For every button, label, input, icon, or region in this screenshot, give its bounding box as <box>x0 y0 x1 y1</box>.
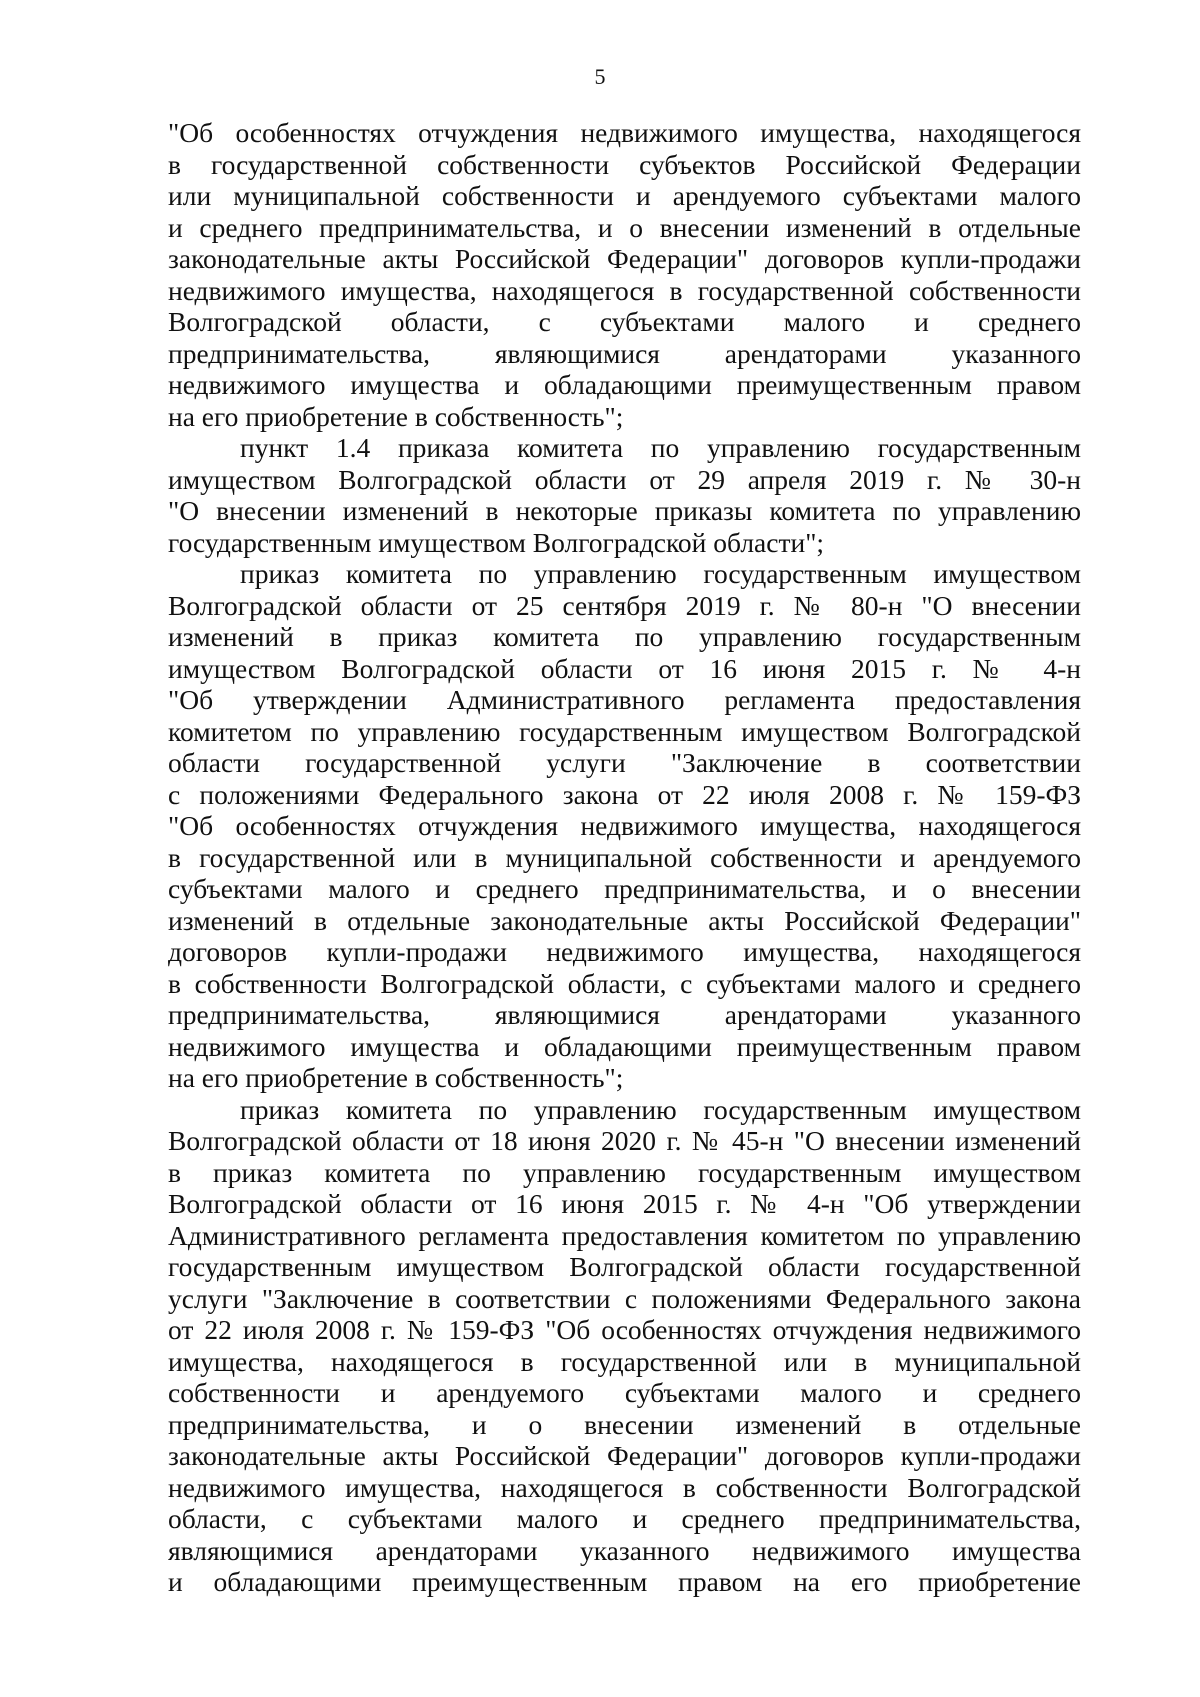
text-line: Волгоградской области от 16 июня 2015 г. № 4-н "Об утверждении <box>168 1188 1081 1219</box>
text-line: области государственной услуги "Заключение в соответствии <box>168 747 1081 778</box>
page-number: 5 <box>594 64 606 89</box>
text-line: услуги "Заключение в соответствии с положениями Федерального закона <box>168 1282 1081 1314</box>
text-line: являющимися арендаторами указанного недвижимого имущества <box>168 1534 1081 1566</box>
text-line: законодательные акты Российской Федерации" договоров купли-продажи <box>168 1440 1081 1471</box>
text-line: Административного регламента предоставления комитетом по управлению <box>168 1219 1081 1251</box>
text-line: договоров купли-продажи недвижимого имущества, находящегося <box>168 936 1081 967</box>
text-line: государственным имуществом Волгоградской области государственной <box>168 1251 1081 1282</box>
text-line: Волгоградской области от 25 сентября 2019 г. № 80-н "О внесении <box>168 589 1081 621</box>
text-line: в приказ комитета по управлению государственным имуществом <box>168 1156 1081 1188</box>
text-line: и среднего предпринимательства, и о внесении изменений в отдельные <box>168 211 1081 243</box>
paragraph-first-line: приказ комитета по управлению государственным имуществом <box>240 558 1081 589</box>
text-line: недвижимого имущества и обладающими преимущественным правом <box>168 1030 1081 1062</box>
text-line: изменений в приказ комитета по управлению государственным <box>168 621 1081 652</box>
document-body <box>168 117 1081 1598</box>
text-line: "О внесении изменений в некоторые приказы комитета по управлению <box>168 495 1081 526</box>
text-line: недвижимого имущества, находящегося в государственной собственности <box>168 274 1081 306</box>
text-line: области, с субъектами малого и среднего предпринимательства, <box>168 1503 1081 1534</box>
paragraph-first-line: приказ комитета по управлению государственным имуществом <box>240 1093 1081 1125</box>
text-line: в государственной или в муниципальной собственности и арендуемого <box>168 841 1081 873</box>
text-line: Волгоградской области от 18 июня 2020 г. № 45-н "О внесении изменений <box>168 1125 1081 1156</box>
text-line: комитетом по управлению государственным имуществом Волгоградской <box>168 715 1081 747</box>
text-line: имущества, находящегося в государственной или в муниципальной <box>168 1345 1081 1377</box>
text-line: субъектами малого и среднего предпринимательства, и о внесении <box>168 873 1081 904</box>
text-line: на его приобретение в собственность"; <box>168 1062 624 1093</box>
text-line: в собственности Волгоградской области, с субъектами малого и среднего <box>168 967 1081 999</box>
text-line: недвижимого имущества, находящегося в собственности Волгоградской <box>168 1471 1081 1503</box>
paragraph-first-line: пункт 1.4 приказа комитета по управлению государственным <box>240 432 1081 463</box>
text-line: предпринимательства, являющимися арендаторами указанного <box>168 337 1081 369</box>
text-line: "Об утверждении Административного регламента предоставления <box>168 684 1081 715</box>
text-line: имуществом Волгоградской области от 29 апреля 2019 г. № 30-н <box>168 463 1081 495</box>
text-line: от 22 июля 2008 г. № 159-ФЗ "Об особенностях отчуждения недвижимого <box>168 1314 1081 1345</box>
text-line: "Об особенностях отчуждения недвижимого имущества, находящегося <box>168 117 1081 148</box>
text-line: Волгоградской области, с субъектами малого и среднего <box>168 306 1081 337</box>
text-line: изменений в отдельные законодательные акты Российской Федерации" <box>168 904 1081 936</box>
text-line: с положениями Федерального закона от 22 июля 2008 г. № 159-ФЗ <box>168 778 1081 810</box>
text-line: или муниципальной собственности и арендуемого субъектами малого <box>168 180 1081 211</box>
text-line: в государственной собственности субъектов Российской Федерации <box>168 148 1081 180</box>
text-line: недвижимого имущества и обладающими преимущественным правом <box>168 369 1081 400</box>
text-line: собственности и арендуемого субъектами малого и среднего <box>168 1377 1081 1408</box>
text-line: предпринимательства, и о внесении изменений в отдельные <box>168 1408 1081 1440</box>
text-line: государственным имуществом Волгоградской области"; <box>168 526 825 558</box>
text-line: на его приобретение в собственность"; <box>168 400 624 432</box>
text-line: имуществом Волгоградской области от 16 июня 2015 г. № 4-н <box>168 652 1081 684</box>
text-line: "Об особенностях отчуждения недвижимого имущества, находящегося <box>168 810 1081 841</box>
text-line: и обладающими преимущественным правом на его приобретение <box>168 1566 1081 1597</box>
text-line: законодательные акты Российской Федерации" договоров купли-продажи <box>168 243 1081 274</box>
text-line: предпринимательства, являющимися арендаторами указанного <box>168 999 1081 1030</box>
